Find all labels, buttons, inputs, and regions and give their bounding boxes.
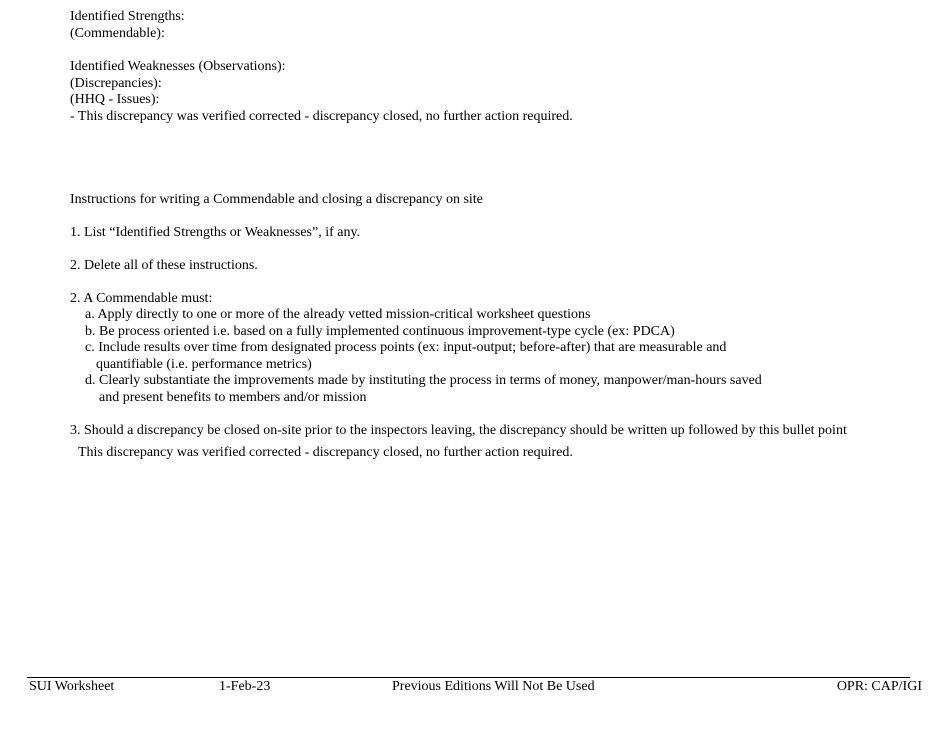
- strengths-heading: Identified Strengths:: [70, 9, 185, 24]
- instruction-step-1: 1. List “Identified Strengths or Weaknesses”, if any.: [70, 225, 361, 240]
- hhq-issues-label: (HHQ - Issues):: [70, 92, 160, 107]
- footer-date: 1-Feb-23: [219, 679, 271, 694]
- instruction-step-2-commendable: 2. A Commendable must:: [70, 291, 213, 306]
- instruction-step-2-delete: 2. Delete all of these instructions.: [70, 258, 258, 273]
- commendable-item-d-line-2: and present benefits to members and/or mission: [99, 390, 367, 405]
- commendable-label: (Commendable):: [70, 26, 165, 41]
- commendable-item-c-line-1: c. Include results over time from designated process points (ex: input-output; before-after) that are measurable and: [85, 340, 727, 355]
- footer-form-name: SUI Worksheet: [29, 679, 115, 694]
- discrepancy-closed-note: - This discrepancy was verified corrected - discrepancy closed, no further action required.: [70, 109, 573, 124]
- commendable-item-c-line-2: quantifiable (i.e. performance metrics): [96, 357, 312, 372]
- instructions-title: Instructions for writing a Commendable and closing a discrepancy on site: [70, 192, 483, 207]
- footer-editions-note: Previous Editions Will Not Be Used: [392, 679, 595, 694]
- instruction-step-3: 3. Should a discrepancy be closed on-site prior to the inspectors leaving, the discrepancy should be written up followed by this bullet point: [70, 423, 847, 438]
- instruction-step-3-bullet: This discrepancy was verified corrected - discrepancy closed, no further action required.: [78, 445, 573, 460]
- commendable-item-b: b. Be process oriented i.e. based on a fully implemented continuous improvement-type cycle (ex: PDCA): [85, 324, 675, 339]
- footer-opr: OPR: CAP/IGI: [836, 679, 922, 694]
- commendable-item-d-line-1: d. Clearly substantiate the improvements made by instituting the process in terms of money, manpower/man-hours saved: [85, 373, 762, 388]
- commendable-item-a: a. Apply directly to one or more of the already vetted mission-critical worksheet questions: [85, 307, 591, 322]
- discrepancies-label: (Discrepancies):: [70, 76, 162, 91]
- weaknesses-heading: Identified Weaknesses (Observations):: [70, 59, 286, 74]
- footer-divider: [27, 677, 910, 678]
